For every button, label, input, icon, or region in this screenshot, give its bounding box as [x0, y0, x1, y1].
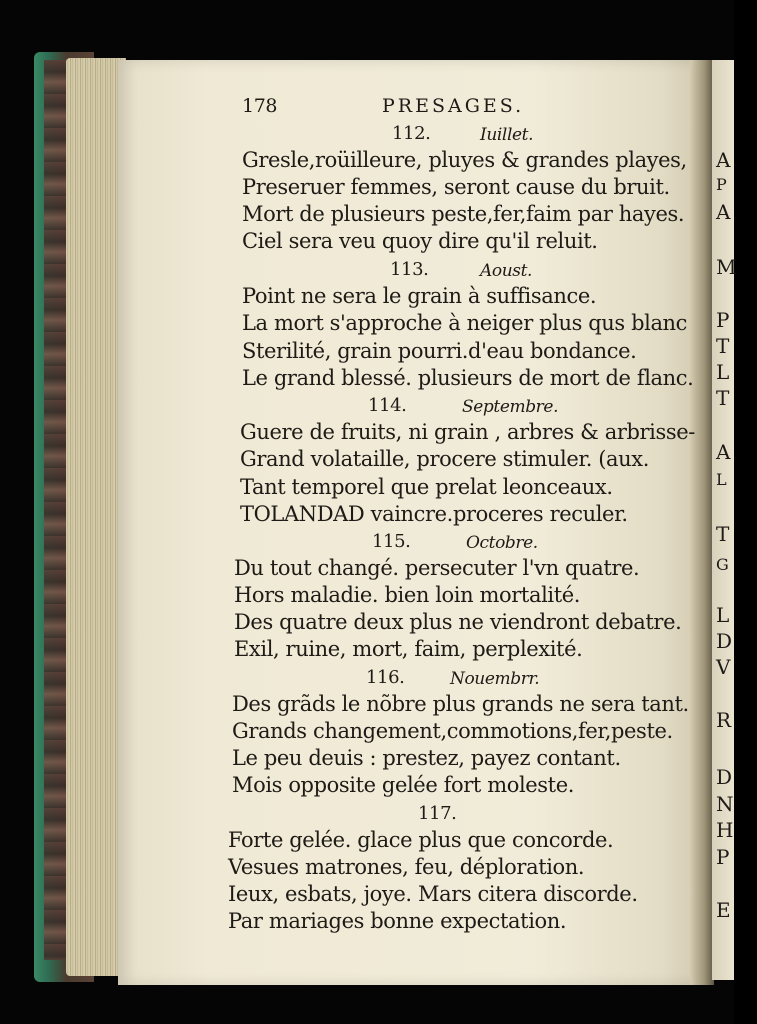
quatrain-number: 115.: [372, 531, 411, 552]
quatrain-month: Aoust.: [480, 261, 533, 281]
quatrain-number: 112.: [392, 123, 431, 144]
verse-line: Grand volataille, procere stimuler. (aux.: [240, 447, 650, 471]
verse-line: Preseruer femmes, seront cause du bruit.: [242, 175, 670, 199]
quatrain-month: Iuillet.: [480, 125, 534, 145]
quatrain-number: 113.: [390, 259, 429, 280]
verse-line: Du tout changé. persecuter l'vn quatre.: [234, 556, 640, 580]
quatrain-number: 117.: [418, 803, 457, 824]
facing-initial: D: [716, 765, 733, 789]
verse-line: Des grãds le nõbre plus grands ne sera tant.: [232, 692, 689, 716]
facing-initial: H: [716, 818, 734, 842]
facing-initial: P: [716, 308, 730, 332]
verse-line: Guere de fruits, ni grain , arbres & arbrisse-: [240, 420, 695, 444]
verse-line: Des quatre deux plus ne viendront debatre.: [234, 610, 682, 634]
facing-initial: L: [716, 360, 730, 384]
verse-line: Mois opposite gelée fort moleste.: [232, 773, 575, 797]
verse-line: Grands changement,commotions,fer,peste.: [232, 719, 673, 743]
facing-initial: A: [716, 440, 731, 464]
verse-line: La mort s'approche à neiger plus qus blanc: [242, 311, 688, 335]
facing-initial: T: [716, 386, 730, 410]
facing-initial: A: [716, 200, 731, 224]
facing-initial: G: [716, 555, 729, 574]
facing-initial: M: [716, 255, 737, 279]
facing-initial: P: [716, 175, 727, 194]
verse-line: Tant temporel que prelat leonceaux.: [240, 475, 613, 499]
verse-line: Sterilité, grain pourri.d'eau bondance.: [242, 339, 637, 363]
facing-initial: L: [716, 470, 727, 489]
quatrain-month: Septembre.: [462, 397, 559, 417]
page-number: 178: [242, 95, 278, 117]
verse-line: Le grand blessé. plusieurs de mort de flanc.: [242, 366, 694, 390]
facing-initial: T: [716, 334, 730, 358]
verse-line: Ieux, esbats, joye. Mars citera discorde.: [228, 882, 638, 906]
quatrain-month: Nouembrr.: [450, 669, 540, 689]
facing-initial: L: [716, 603, 730, 627]
verse-line: Hors maladie. bien loin mortalité.: [234, 583, 581, 607]
facing-initial: E: [716, 898, 731, 922]
facing-initial: D: [716, 629, 733, 653]
verse-line: Par mariages bonne expectation.: [228, 909, 567, 933]
quatrain-number: 114.: [368, 395, 407, 416]
facing-initial: V: [716, 655, 731, 679]
verse-line: Le peu deuis : prestez, payez contant.: [232, 746, 621, 770]
verse-line: Gresle,roüilleure, pluyes & grandes playes,: [242, 148, 687, 172]
verse-line: Forte gelée. glace plus que concorde.: [228, 828, 614, 852]
facing-initial: T: [716, 522, 730, 546]
facing-initial: A: [716, 148, 731, 172]
facing-initial: R: [716, 708, 732, 732]
facing-initial: N: [716, 792, 734, 816]
verse-line: TOLANDAD vaincre.proceres reculer.: [240, 502, 628, 526]
verse-line: Mort de plusieurs peste,fer,faim par hayes.: [242, 202, 685, 226]
facing-initial: P: [716, 845, 730, 869]
quatrain-number: 116.: [366, 667, 405, 688]
running-title: PRESAGES.: [382, 95, 525, 117]
verse-line: Point ne sera le grain à suffisance.: [242, 284, 597, 308]
verse-line: Vesues matrones, feu, déploration.: [228, 855, 585, 879]
verse-line: Exil, ruine, mort, faim, perplexité.: [234, 637, 583, 661]
quatrain-month: Octobre.: [466, 533, 538, 553]
verse-line: Ciel sera veu quoy dire qu'il reluit.: [242, 229, 598, 253]
